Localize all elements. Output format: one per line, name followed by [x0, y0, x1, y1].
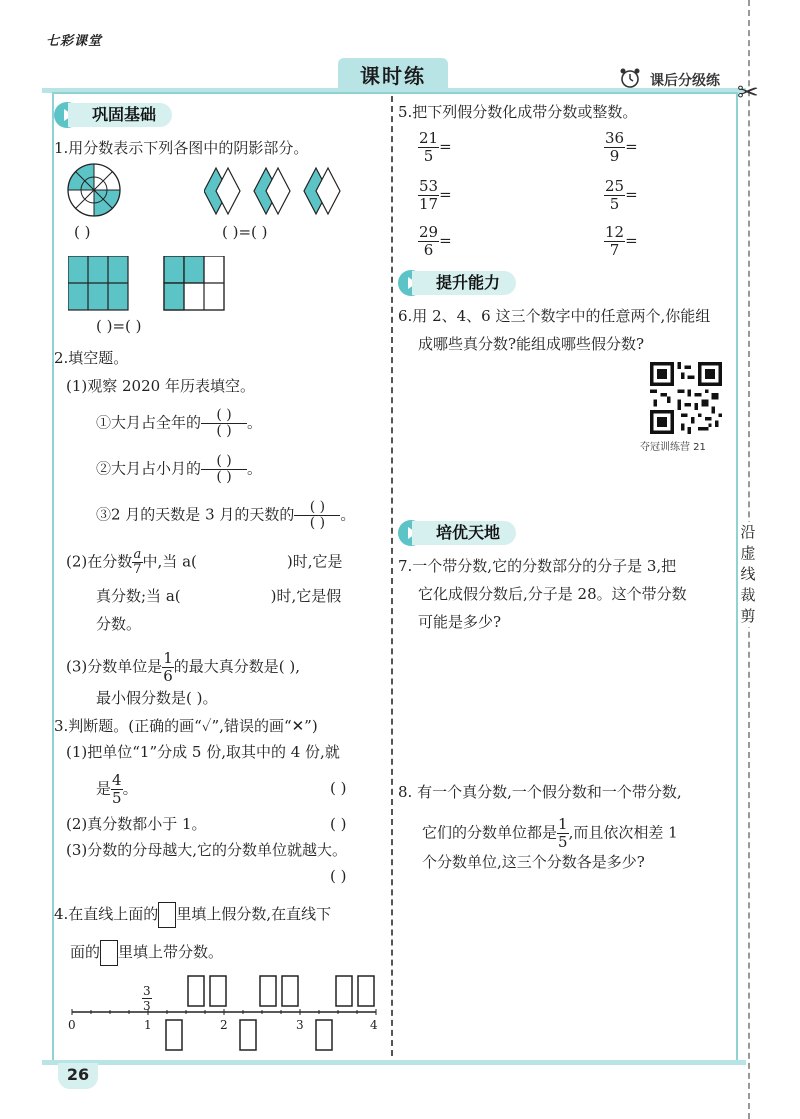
- number-line: [64, 974, 384, 1054]
- answer-box[interactable]: [336, 976, 352, 1006]
- qr-code-icon[interactable]: [650, 362, 722, 434]
- question-2-2: (2)在分数 $\frac{a}{7}$ 中,当 a( )时,它是: [66, 547, 343, 577]
- question-2-1c: ③2 月的天数是 3 月的天数的 $\frac{( )}{( )}$ 。: [96, 499, 356, 531]
- qr-caption: 夺冠训练营 21: [640, 442, 706, 453]
- question-4-line2: 面的 里填上带分数。: [70, 940, 223, 966]
- answer-box[interactable]: [316, 1020, 332, 1050]
- question-2-1a: ①大月占全年的 $\frac{( )}{( )}$ 。: [96, 407, 263, 439]
- answer-box[interactable]: [188, 976, 204, 1006]
- tick-label: 1: [144, 1018, 152, 1032]
- answer-box-icon: [100, 940, 118, 966]
- question-3-1: (1)把单位“1”分成 5 份,取其中的 4 份,就: [66, 743, 340, 761]
- conversion-item: $\frac{12}{7}$ =: [605, 223, 638, 259]
- question-6-line1: 6.用 2、4、6 这三个数字中的任意两个,你能组: [398, 307, 711, 325]
- tick-label: 0: [68, 1018, 76, 1032]
- footer-band: [42, 1060, 746, 1065]
- fraction-blank[interactable]: $\frac{( )}{( )}$: [294, 500, 340, 531]
- question-8-line3: 个分数单位,这三个分数各是多少?: [422, 853, 645, 871]
- tick-label: 2: [220, 1018, 228, 1032]
- question-6-line2: 成哪些真分数?能组成哪些假分数?: [418, 335, 645, 353]
- fraction-blank[interactable]: $\frac{( )}{( )}$: [201, 408, 247, 439]
- alarm-clock-icon: [618, 66, 642, 94]
- answer-blank[interactable]: ( ): [74, 223, 91, 241]
- question-7-line1: 7.一个带分数,它的分数部分的分子是 3,把: [398, 557, 677, 575]
- conversion-item: $\frac{25}{5}$ =: [605, 177, 638, 213]
- fraction-blank[interactable]: $\frac{( )}{( )}$: [201, 454, 247, 485]
- section-title: 提升能力: [412, 271, 516, 295]
- shaded-grid-figure: [68, 256, 234, 312]
- question-3-3: (3)分数的分母越大,它的分数单位就越大。: [66, 841, 348, 859]
- answer-blank[interactable]: ( )=( ): [222, 223, 268, 241]
- answer-box[interactable]: [282, 976, 298, 1006]
- column-divider: [391, 96, 393, 1056]
- question-3: 3.判断题。(正确的画“✓”,错误的画“✕”): [54, 717, 318, 735]
- homework-label: 课后分级练: [650, 73, 720, 89]
- brand-logo: 七彩课堂: [46, 34, 103, 49]
- question-7-line3: 可能是多少?: [418, 613, 502, 631]
- page-title: 课时练: [338, 58, 448, 94]
- judge-blank[interactable]: ( ): [330, 779, 347, 797]
- question-1: 1.用分数表示下列各图中的阴影部分。: [54, 139, 309, 157]
- conversion-item: $\frac{53}{17}$ =: [419, 177, 452, 213]
- scissors-icon: ✂: [737, 78, 759, 108]
- cut-char: 沿: [740, 523, 756, 541]
- cut-char: 线: [740, 565, 756, 583]
- section-title: 培优天地: [412, 521, 516, 545]
- cut-char: 虚: [740, 544, 756, 562]
- question-3-2: (2)真分数都小于 1。: [66, 815, 207, 833]
- answer-box-icon: [158, 902, 176, 928]
- judge-blank[interactable]: ( ): [330, 815, 347, 833]
- shaded-diamonds-figure: [204, 166, 354, 218]
- question-3-1b: 是 $\frac{4}{5}$ 。: [96, 771, 138, 807]
- conversion-item: $\frac{36}{9}$ =: [605, 129, 638, 165]
- question-2-3: (3)分数单位是 $\frac{1}{6}$ 的最大真分数是( ),: [66, 649, 301, 685]
- question-2-2-line3: 分数。: [96, 615, 142, 633]
- page-number: 26: [58, 1063, 98, 1089]
- cut-char: 裁: [740, 586, 756, 604]
- cut-char: 剪: [740, 607, 756, 625]
- question-2-1b: ②大月占小月的 $\frac{( )}{( )}$ 。: [96, 453, 263, 485]
- tick-label: 4: [370, 1018, 378, 1032]
- question-8-line1: 8. 有一个真分数,一个假分数和一个带分数,: [398, 783, 682, 801]
- answer-box[interactable]: [210, 976, 226, 1006]
- fraction: $\frac{a}{7}$: [133, 547, 142, 577]
- question-5: 5.把下列假分数化成带分数或整数。: [398, 103, 638, 121]
- question-2-3-line2: 最小假分数是( )。: [96, 689, 218, 707]
- tick-label: 3: [296, 1018, 304, 1032]
- answer-box[interactable]: [240, 1020, 256, 1050]
- fraction: $\frac{1}{5}$: [558, 815, 568, 851]
- judge-blank[interactable]: ( ): [330, 867, 347, 885]
- answer-blank[interactable]: ( )=( ): [96, 317, 142, 335]
- fraction: $\frac{4}{5}$: [112, 771, 122, 807]
- question-2-2-line2: 真分数;当 a( )时,它是假: [96, 587, 342, 605]
- cut-instruction: [737, 522, 759, 627]
- question-2-1: (1)观察 2020 年历表填空。: [66, 377, 255, 395]
- question-2: 2.填空题。: [54, 349, 129, 367]
- conversion-item: $\frac{29}{6}$ =: [419, 223, 452, 259]
- shaded-circle-figure: [64, 160, 124, 220]
- question-8-line2: 它们的分数单位都是 $\frac{1}{5}$ ,而且依次相差 1: [422, 815, 678, 851]
- answer-box[interactable]: [166, 1020, 182, 1050]
- number-line-fraction: $\frac{3}{3}$: [143, 984, 151, 1013]
- question-4: 4.在直线上面的 里填上假分数,在直线下: [54, 902, 331, 928]
- answer-box[interactable]: [358, 976, 374, 1006]
- question-7-line2: 它化成假分数后,分子是 28。这个带分数: [418, 585, 687, 603]
- section-title: 巩固基础: [68, 103, 172, 127]
- conversion-item: $\frac{21}{5}$ =: [419, 129, 452, 165]
- answer-box[interactable]: [260, 976, 276, 1006]
- fraction: $\frac{1}{6}$: [163, 649, 173, 685]
